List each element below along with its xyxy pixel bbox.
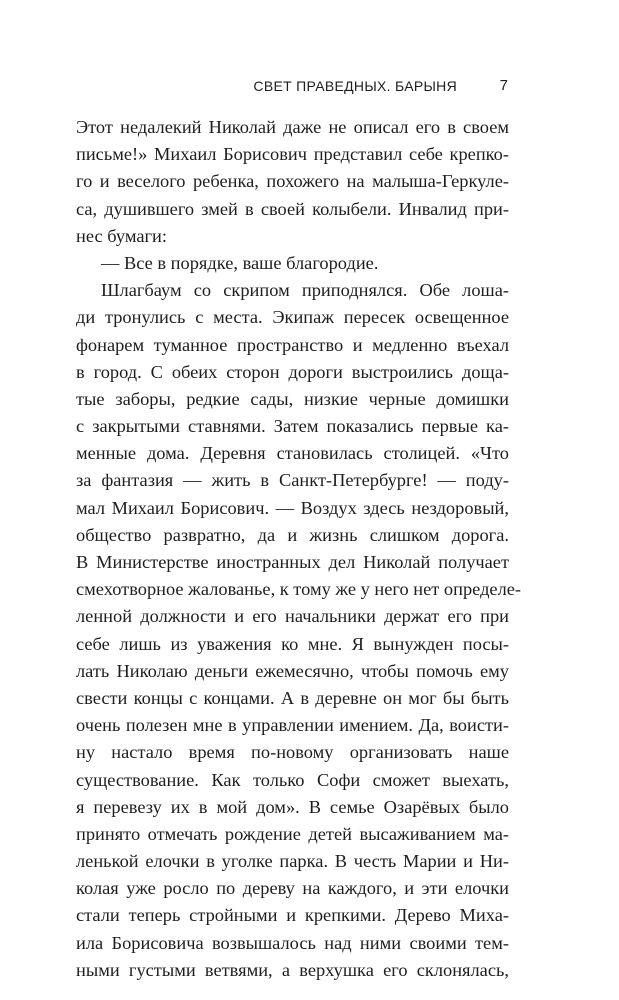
text-line: себе лишь из уважения ко мне. Я вынужден посы- xyxy=(76,633,509,654)
text-line: стали теперь стройными и крепкими. Дерево Миха- xyxy=(76,905,509,926)
text-line: ну настало время по-новому организовать наше xyxy=(76,742,509,763)
text-line: В Министерстве иностранных дел Николай получает xyxy=(76,552,509,572)
text-line: мал Михаил Борисович. — Воздух здесь нездоровый, xyxy=(76,497,509,518)
text-line: фонарем туманное пространство и медленно въехал xyxy=(76,334,509,355)
text-line: нес бумаги: xyxy=(76,225,168,246)
text-line: общество развратно, да и жизнь слишком дорога. xyxy=(76,524,509,545)
dialogue-line: — Все в порядке, ваше благородие. xyxy=(101,252,379,273)
text-line: существование. Как только Софи сможет выехать, xyxy=(76,769,509,790)
text-line: смехотворное жалованье, к тому же у него нет определе- xyxy=(76,579,522,600)
body-text xyxy=(76,114,522,984)
text-line: ленькой елочки в уголке парка. В честь Марии и Ни- xyxy=(76,851,509,872)
text-line: тые заборы, редкие сады, низкие черные домишки xyxy=(76,388,509,409)
running-head xyxy=(0,76,619,96)
text-line: колая уже росло по дереву на каждого, и эти елочки xyxy=(76,878,509,899)
text-line: за фантазия — жить в Санкт-Петербурге! — поду- xyxy=(76,470,509,491)
text-line: Шлагбаум со скрипом приподнялся. Обе лоша- xyxy=(101,280,509,301)
text-line: ленной должности и его начальники держат его при xyxy=(76,606,509,627)
text-line: очень полезен мне в управлении имением. Да, воисти- xyxy=(76,715,509,736)
text-line: го и веселого ребенка, похожего на малыша-Геркуле- xyxy=(76,171,509,192)
text-line: свести концы с концами. А в деревне он мог бы быть xyxy=(76,687,509,708)
text-line: в город. С обеих сторон дороги выстроились доща- xyxy=(76,361,509,382)
page-number: 7 xyxy=(499,77,508,94)
text-line: менные дома. Деревня становилась столицей. «Что xyxy=(76,443,509,464)
text-line: я перевезу их в мой дом». В семье Озарёвых было xyxy=(76,796,509,817)
text-line: ила Борисовича возвышалось над ними своими тем- xyxy=(76,932,509,953)
running-title: СВЕТ ПРАВЕДНЫХ. БАРЫНЯ xyxy=(253,78,457,94)
text-line: ди тронулись с места. Экипаж пересек освещенное xyxy=(76,307,509,328)
text-line: принято отмечать рождение детей высаживанием ма- xyxy=(76,823,509,844)
text-line: ными густыми ветвями, а верхушка его склонялась, xyxy=(76,959,509,980)
text-line: са, душившего змей в своей колыбели. Инвалид при- xyxy=(76,198,509,219)
text-line: письме!» Михаил Борисович представил себе крепко- xyxy=(76,144,509,165)
text-line: лать Николаю деньги ежемесячно, чтобы помочь ему xyxy=(76,660,509,681)
text-line: с закрытыми ставнями. Затем показались первые ка- xyxy=(76,416,509,437)
text-line: Этот недалекий Николай даже не описал его в своем xyxy=(76,117,509,137)
